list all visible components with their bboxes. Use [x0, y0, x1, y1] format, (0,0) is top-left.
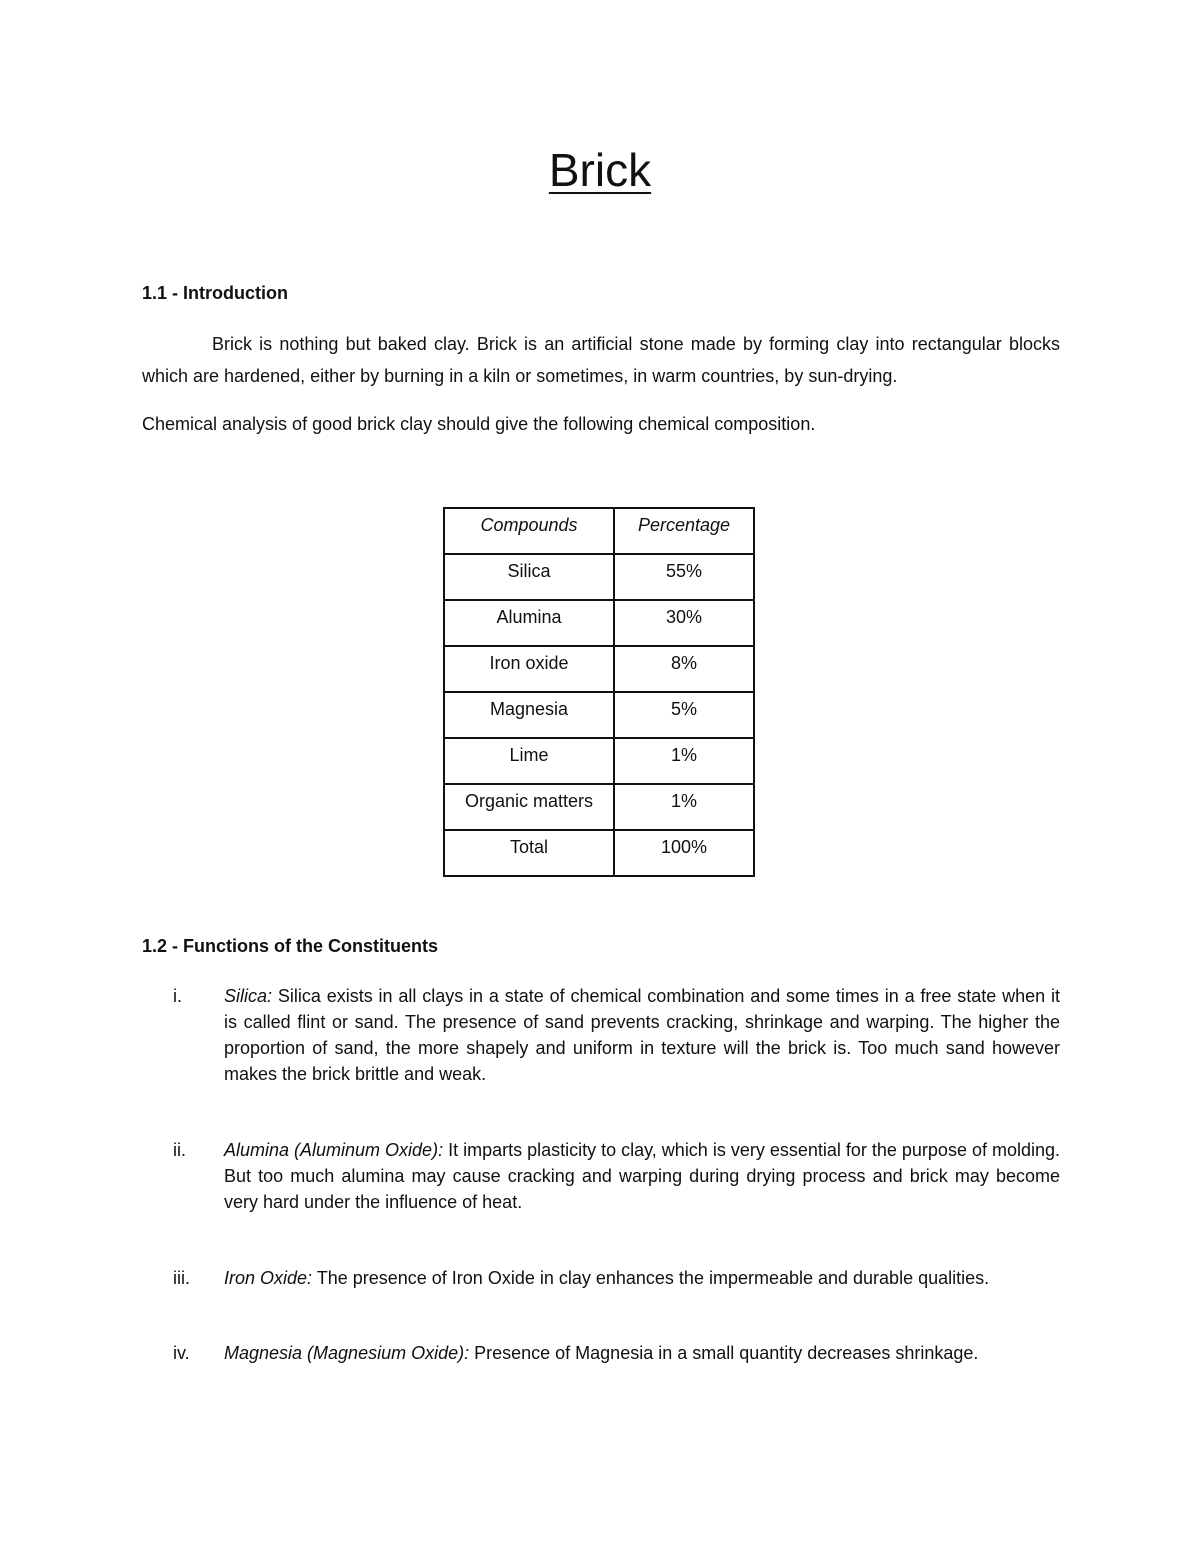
section-heading-introduction: 1.1 - Introduction: [142, 283, 288, 303]
list-item-number: i.: [173, 986, 182, 1006]
percentage-cell: 55%: [614, 554, 754, 600]
composition-intro-paragraph: Chemical analysis of good brick clay should give the following chemical composition.: [142, 414, 816, 434]
percentage-cell: 30%: [614, 600, 754, 646]
table-row: [444, 692, 754, 738]
list-item-text: The presence of Iron Oxide in clay enhances the impermeable and durable qualities.: [312, 1268, 990, 1288]
table-row: [444, 600, 754, 646]
percentage-cell: 1%: [614, 784, 754, 830]
section-heading-functions: 1.2 - Functions of the Constituents: [142, 936, 438, 956]
table-row: [444, 738, 754, 784]
compound-cell: Lime: [444, 738, 614, 784]
list-item-number: ii.: [173, 1140, 186, 1160]
list-item-term: Silica:: [224, 986, 273, 1006]
compound-cell: Magnesia: [444, 692, 614, 738]
page-title: Brick: [548, 144, 652, 196]
list-item-text: Silica exists in all clays in a state of chemical combination and some times in a free state when it is called flint or sand. The presence of sand prevents cracking, shrinkage and warping. The higher the proportion of sand, the more shapely and uniform in texture will the brick is. Too much sand however makes the brick brittle and weak.: [224, 986, 1060, 1084]
compound-cell: Total: [444, 830, 614, 876]
percentage-cell: 1%: [614, 738, 754, 784]
compound-cell: Organic matters: [444, 784, 614, 830]
list-item-number: iv.: [173, 1343, 190, 1363]
list-item-body: [224, 1137, 1060, 1215]
table-row: [444, 784, 754, 830]
list-item-body: [224, 983, 1060, 1087]
list-item-term: Magnesia (Magnesium Oxide):: [224, 1343, 470, 1363]
list-item-text: Presence of Magnesia in a small quantity decreases shrinkage.: [469, 1343, 979, 1363]
list-item-term: Iron Oxide:: [224, 1268, 313, 1288]
percentage-cell: 8%: [614, 646, 754, 692]
percentage-cell: 5%: [614, 692, 754, 738]
list-item-body: [224, 1265, 1060, 1291]
column-header-percentage: Percentage: [614, 508, 754, 554]
table-row-total: [444, 830, 754, 876]
compound-cell: Iron oxide: [444, 646, 614, 692]
list-item-term: Alumina (Aluminum Oxide):: [224, 1140, 444, 1160]
table-row: [444, 646, 754, 692]
list-item-number: iii.: [173, 1268, 190, 1288]
column-header-compounds: Compounds: [444, 508, 614, 554]
compound-cell: Silica: [444, 554, 614, 600]
compound-cell: Alumina: [444, 600, 614, 646]
percentage-cell: 100%: [614, 830, 754, 876]
list-item-body: [224, 1340, 1060, 1366]
intro-paragraph: Brick is nothing but baked clay. Brick is an artificial stone made by forming clay into rectangular blocks which are hardened, either by burning in a kiln or sometimes, in warm countries, by sun-drying.: [142, 334, 1060, 386]
list-item-text: It imparts plasticity to clay, which is very essential for the purpose of molding. But too much alumina may cause cracking and warping during drying process and brick may become very hard under the influence of heat.: [224, 1140, 1060, 1212]
table-row: [444, 554, 754, 600]
table-header-row: [444, 508, 754, 554]
composition-table: [443, 507, 755, 877]
